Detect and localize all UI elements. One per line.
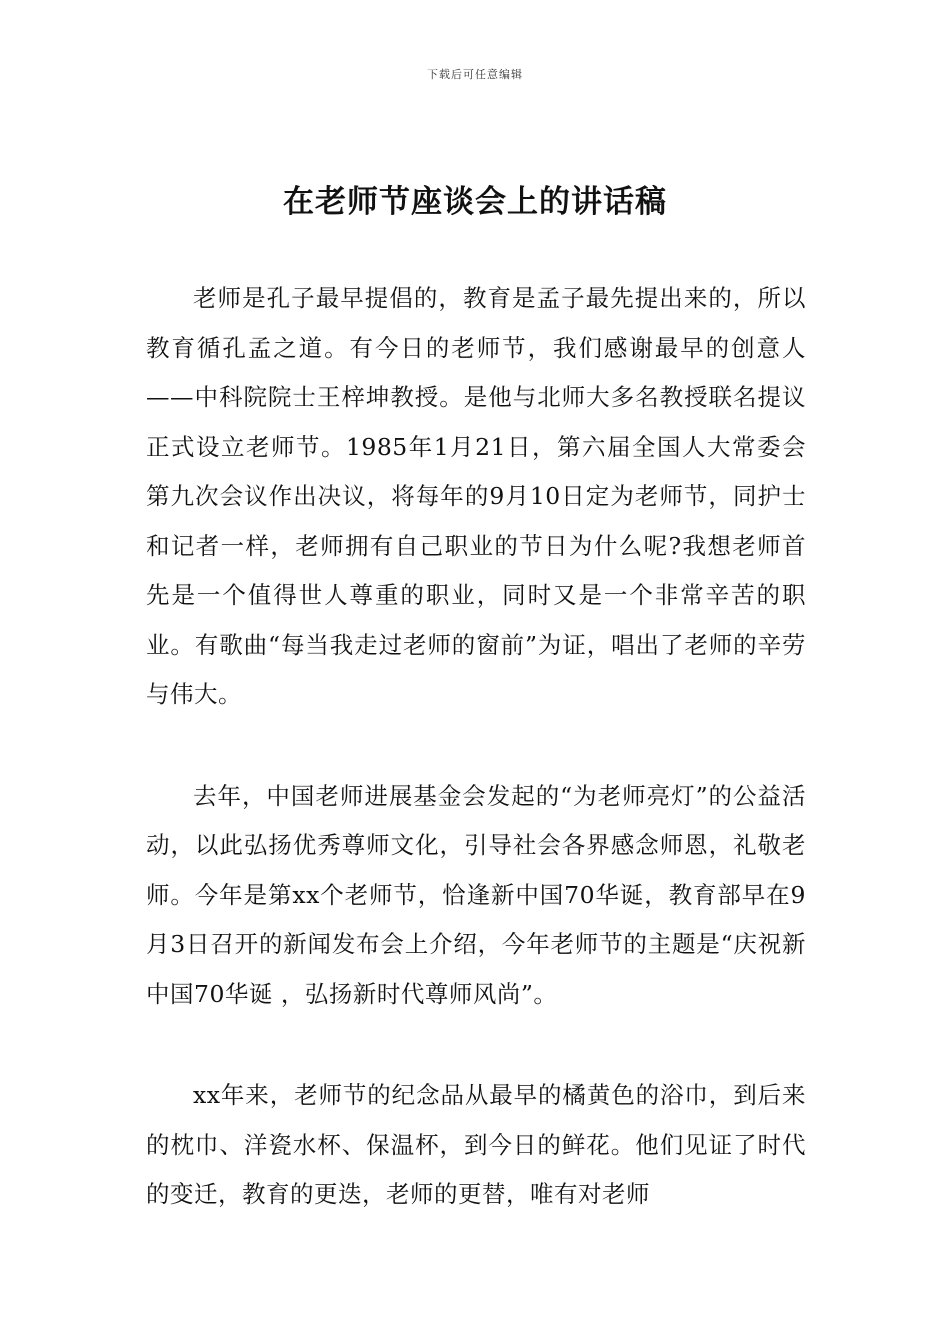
document-body: [146, 274, 806, 1272]
header-note: 下载后可任意编辑: [427, 68, 523, 81]
paragraph-3: xx年来，老师节的纪念品从最早的橘黄色的浴巾，到后来的枕巾、洋瓷水杯、保温杯，到今日的鲜花。他们见证了时代的变迁，教育的更迭，老师的更替，唯有对老师: [146, 1081, 806, 1208]
paragraph-2: 去年，中国老师进展基金会发起的“为老师亮灯”的公益活动，以此弘扬优秀尊师文化，引导社会各界感念师恩，礼敬老师。今年是第xx个老师节，恰逢新中国70华诞，教育部早在9月3日召开的新闻发布会上介绍，今年老师节的主题是“庆祝新中国70华诞 ，弘扬新时代尊师风尚”。: [146, 781, 806, 1008]
paragraph-1: 老师是孔子最早提倡的，教育是孟子最先提出来的，所以教育循孔孟之道。有今日的老师节，我们感谢最早的创意人——中科院院士王梓坤教授。是他与北师大多名教授联名提议正式设立老师节。1985年1月21日，第六届全国人大常委会第九次会议作出决议，将每年的9月10日定为老师节，同护士和记者一样，老师拥有自己职业的节日为什么呢?我想老师首先是一个值得世人尊重的职业，同时又是一个非常辛苦的职业。有歌曲“每当我走过老师的窗前”为证，唱出了老师的辛劳与伟大。: [146, 284, 806, 708]
document-title: 在老师节座谈会上的讲话稿: [283, 184, 667, 220]
